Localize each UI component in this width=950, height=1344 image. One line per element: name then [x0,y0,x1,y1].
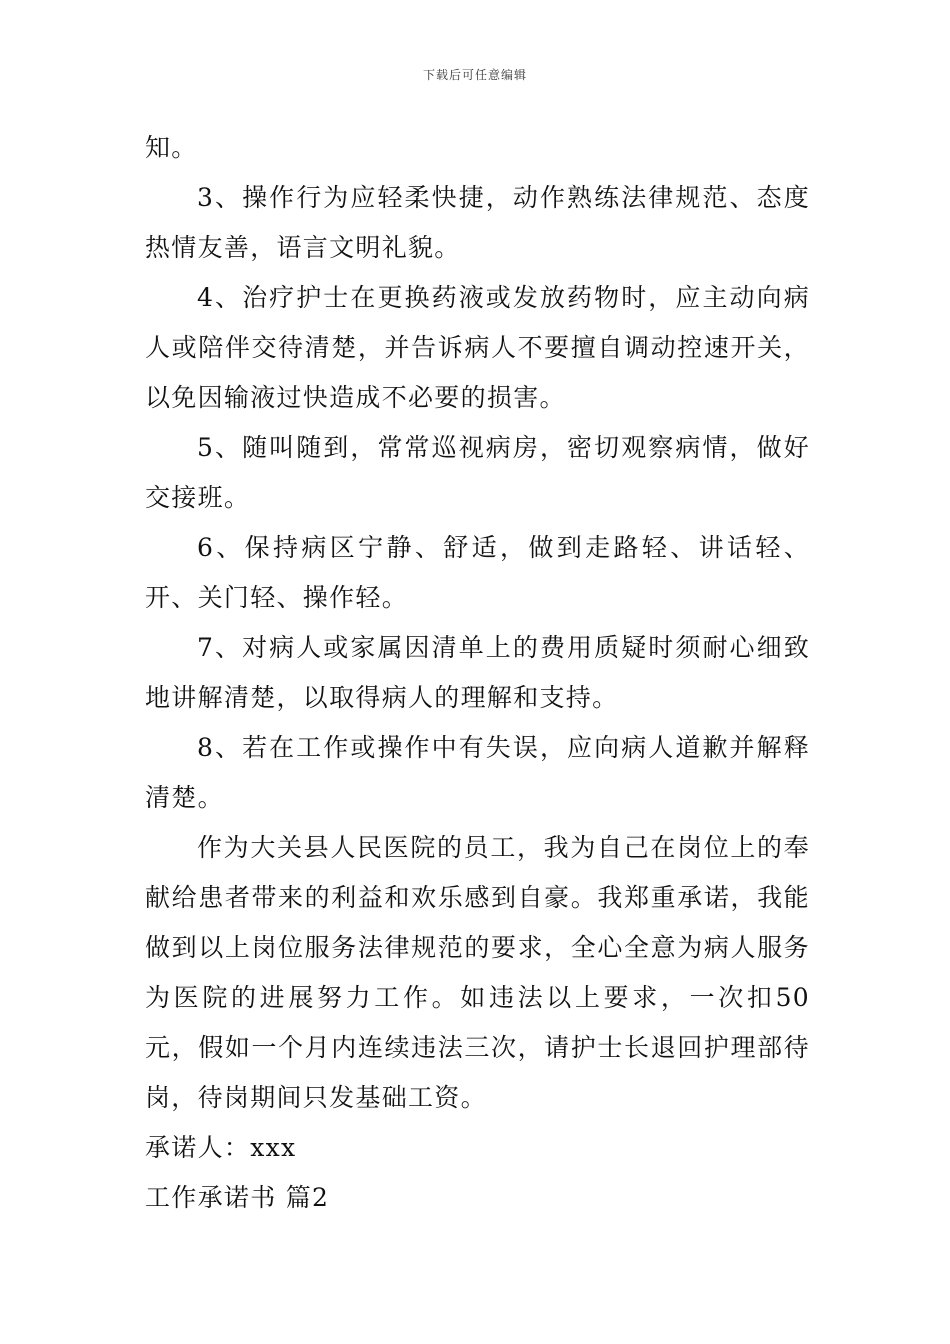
closing-paragraph: 作为大关县人民医院的员工，我为自己在岗位上的奉献给患者带来的利益和欢乐感到自豪。我郑重承诺，我能做到以上岗位服务法律规范的要求，全心全意为病人服务为医院的进展努力工作。如违法以上要求，一次扣50元，假如一个月内连续违法三次，请护士长退回护理部待岗，待岗期间只发基础工资。 [145,833,810,1112]
item-6: 6、保持病区宁静、舒适，做到走路轻、讲话轻、开、关门轻、操作轻。 [145,533,810,612]
item-4: 4、治疗护士在更换药液或发放药物时，应主动向病人或陪伴交待清楚，并告诉病人不要擅自调动控速开关，以免因输液过快造成不必要的损害。 [145,283,810,412]
item-7: 7、对病人或家属因清单上的费用质疑时须耐心细致地讲解清楚，以取得病人的理解和支持。 [145,633,810,712]
continuation-text: 知。 [145,133,198,162]
next-section-title: 工作承诺书 篇2 [145,1183,330,1212]
page-header: 下载后可任意编辑 [422,68,527,82]
item-8: 8、若在工作或操作中有失误，应向病人道歉并解释清楚。 [145,733,810,812]
document-body [145,123,810,1223]
item-3: 3、操作行为应轻柔快捷，动作熟练法律规范、态度热情友善，语言文明礼貌。 [145,183,810,262]
item-5: 5、随叫随到，常常巡视病房，密切观察病情，做好交接班。 [145,433,810,512]
signer-line: 承诺人：xxx [145,1133,297,1162]
